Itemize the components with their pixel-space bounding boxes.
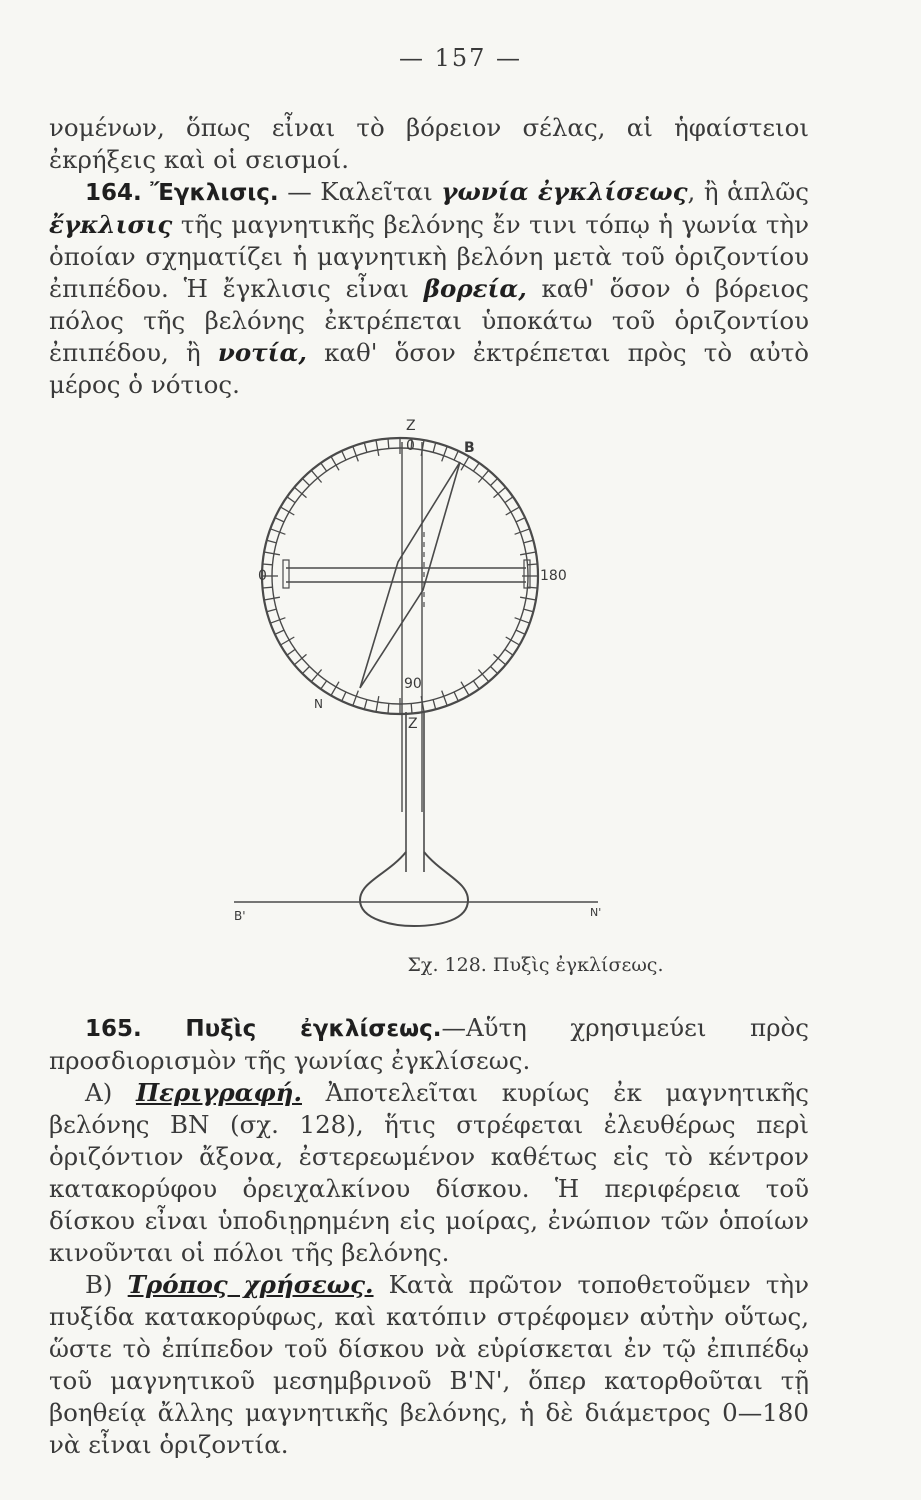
degree-tick [505,649,513,655]
subsection-b-label: Τρόπος χρήσεως. [127,1270,374,1299]
degree-tick [388,439,389,449]
section-165-title: Πυξὶς ἐγκλίσεως. [185,1016,442,1042]
label-z-bottom: Z [408,716,418,732]
degree-tick [264,597,280,600]
label-90: 90 [404,676,422,692]
degree-tick [287,649,295,655]
term-boreia: βορεία, [423,274,527,303]
term-egklisis: ἔγκλισις [49,210,173,239]
degree-tick [275,630,284,634]
section-164-text-3: τῆς μαγνητικῆς βελόνης ἔν τινι τόπῳ ἡ γωνία τὴν ὁποίαν σχηματίζει ἡ μαγνητικὴ βελόνη μετὰ τοῦ ὁριζοντίου ἐπιπέδου. Ἡ ἔγκλισις εἶναι [49,210,809,303]
degree-tick [321,681,327,689]
degree-tick [411,704,412,714]
section-165-text: —Αὕτη χρησιμεύει πρὸς προσδιορισμὸν τῆς γωνίας ἐγκλίσεως. [49,1013,809,1075]
section-165 [49,1012,809,1077]
degree-tick [491,667,498,674]
degree-tick [342,692,346,701]
degree-tick [516,518,525,522]
degree-tick [267,609,277,612]
dial-inner-circle [272,448,528,704]
degree-tick [263,564,273,565]
degree-tick [516,630,525,634]
degree-tick [528,564,538,565]
degree-tick [442,446,448,461]
subsection-a-label: Περιγραφή. [135,1078,302,1107]
section-164-text-4: καθ' ὅσον ὁ βόρειος πόλος τῆς βελόνης ἐκτρέπεται ὑποκάτω τοῦ ὁριζοντίου ἐπιπέδου, ἢ [49,274,809,367]
degree-tick [520,552,536,555]
text-block-bottom [49,1012,809,1461]
subsection-b-marker: Β) [85,1270,128,1299]
degree-tick [376,696,379,712]
degree-tick [515,618,530,624]
degree-tick [454,451,458,460]
subsection-b [49,1269,809,1461]
degree-tick [275,518,284,522]
degree-tick [342,451,346,460]
degree-tick [520,597,536,600]
degree-tick [524,540,534,543]
marker-0 [283,560,289,588]
label-z-top: Z [406,418,416,434]
magnetic-needle [360,462,460,688]
degree-tick [302,667,309,674]
section-164-text-1: — Καλεῖται [278,177,442,206]
degree-tick [287,497,295,503]
section-164-text-5: καθ' ὅσον ἐκτρέπεται πρὸς τὸ αὐτὸ μέρος ὁ νότιος. [49,338,809,399]
label-180: 180 [540,568,567,584]
degree-tick [264,552,280,555]
section-164-title: Ἔγκλισις. [150,180,279,206]
subsection-a-marker: Α) [85,1078,136,1107]
degree-tick [263,587,273,588]
degree-tick [442,691,448,706]
section-164-number: 164. [85,180,142,206]
degree-tick [473,681,479,689]
figure-caption: Σχ. 128. Πυξὶς ἐγκλίσεως. [407,954,664,976]
degree-tick [353,446,359,461]
degree-tick [267,540,277,543]
degree-tick [433,700,436,710]
paragraph-continuation: νομένων, ὅπως εἶναι τὸ βόρειον σέλας, αἱ ἡφαίστειοι ἐκρήξεις καὶ οἱ σεισμοί. [49,113,809,174]
term-gonia-egkliseos: γωνία ἐγκλίσεως [441,177,688,206]
section-164 [49,176,809,401]
degree-tick [524,609,534,612]
stand-base [360,852,468,926]
degree-tick [364,443,367,453]
inclination-compass-figure [228,412,628,942]
subsection-a-text: Ἀποτελεῖται κυρίως ἐκ μαγνητικῆς βελόνης ΒΝ (σχ. 128), ἥτις στρέφεται ἐλευθέρως περὶ ὁριζόντιον ἄξονα, ἐστερεωμένον καθέτως εἰς τὸ κέντρον κατακορύφου ὀρειχαλκίνου δίσκου. Ἡ περιφέρεια τοῦ δίσκου εἶναι ὑποδιῃρημένη εἰς μοίρας, ἐνώπιον τῶν ὁποίων κινοῦνται οἱ πόλοι τῆς βελόνης. [49,1078,810,1267]
degree-ticks [262,438,538,714]
degree-tick [491,478,498,485]
degree-tick [302,478,309,485]
degree-tick [388,704,389,714]
label-0-inner: 0 [406,438,415,454]
subsection-b-text: Κατὰ πρῶτον τοποθετοῦμεν τὴν πυξίδα κατακορύφως, καὶ κατόπιν στρέφομεν αὐτὴν οὕτως, ὥστε τὸ ἐπίπεδον τοῦ δίσκου νὰ εὑρίσκεται ἐν τῷ ἐπιπέδῳ τοῦ μαγνητικοῦ μεσημβρινοῦ Β'Ν', ὅπερ κατορθοῦται τῇ βοηθείᾳ ἄλλης μαγνητικῆς βελόνης, ἡ δὲ διάμετρος 0—180 νὰ εἶναι ὁριζοντία. [49,1270,809,1459]
degree-tick [515,529,530,535]
degree-tick [321,463,327,471]
degree-tick [364,700,367,710]
label-b-prime: B' [234,909,246,923]
subsection-a [49,1077,809,1269]
degree-tick [376,440,379,456]
degree-tick [270,618,285,624]
degree-tick [454,692,458,701]
label-n-prime: N' [590,906,602,919]
term-notia: νοτία, [217,338,307,367]
degree-tick [353,691,359,706]
degree-tick [505,497,513,503]
section-164-text-2: , ἢ ἁπλῶς [687,177,809,206]
text-block-top [49,112,809,401]
degree-tick [433,443,436,453]
degree-tick [473,463,479,471]
page-number: — 157 — [398,44,523,72]
section-165-number: 165. [85,1016,142,1042]
label-b: B [464,440,475,456]
label-0-left: 0 [258,568,267,584]
degree-tick [270,529,285,535]
label-n: N [314,697,323,711]
